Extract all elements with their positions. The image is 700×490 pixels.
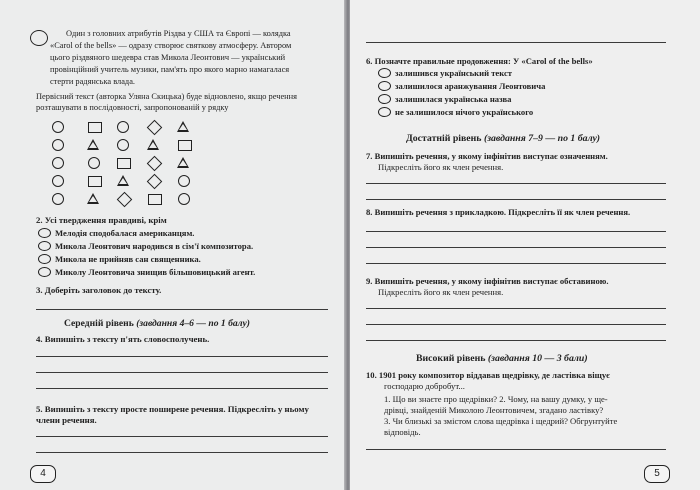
answer-line[interactable]	[366, 340, 666, 341]
answer-line[interactable]	[36, 372, 328, 373]
answer-line[interactable]	[366, 324, 666, 325]
square-icon	[148, 194, 162, 205]
answer-line[interactable]	[366, 231, 666, 232]
square-icon	[117, 158, 131, 169]
answer-line[interactable]	[366, 449, 666, 450]
task10-line-1: 10. 1901 року композитор віддавав щедрівку, де ластівка віщує	[366, 370, 610, 380]
task5-line-1: 5. Випишіть з тексту просте поширене речення. Підкресліть у ньому	[36, 404, 309, 414]
circle-icon	[117, 121, 129, 133]
triangle-icon	[147, 139, 159, 150]
task2-option-1[interactable]: Мелодія сподобалася американцям.	[38, 228, 194, 238]
diamond-icon	[147, 156, 163, 172]
intro-line-5: стерти радянська влада.	[50, 77, 136, 86]
option-oval-icon[interactable]	[378, 107, 391, 117]
page-number: 4	[30, 465, 56, 483]
option-oval-icon[interactable]	[38, 254, 51, 264]
diamond-icon	[147, 120, 163, 136]
task10-line-6: відповідь.	[384, 427, 421, 437]
left-page	[0, 0, 346, 490]
page-number: 5	[644, 465, 670, 483]
option-oval-icon[interactable]	[38, 241, 51, 251]
task1-line-1: Первісний текст (авторка Уляна Скицька) буде відновлено, якщо речення	[36, 92, 297, 101]
square-icon	[88, 122, 102, 133]
answer-circle-icon[interactable]	[52, 175, 64, 187]
triangle-icon	[177, 121, 189, 132]
circle-icon	[178, 175, 190, 187]
task4-title: 4. Випишіть з тексту п'ять словосполучень.	[36, 334, 210, 344]
circle-icon	[88, 157, 100, 169]
high-level-heading: Високий рівень (завдання 10 — 3 бали)	[416, 353, 588, 364]
answer-line[interactable]	[366, 247, 666, 248]
task9-line-1: 9. Випишіть речення, у якому інфінітив виступає обставиною.	[366, 276, 609, 286]
intro-line-4: провінційний учитель музики, пам'ять про якого марно намагалася	[50, 65, 290, 74]
answer-circle-icon[interactable]	[52, 121, 64, 133]
task5-line-2: члени речення.	[36, 415, 97, 425]
task9-line-2: Підкресліть його як член речення.	[378, 287, 504, 297]
right-page	[350, 0, 700, 490]
intro-line-1: Один з головних атрибутів Різдва у США та Європі — колядка	[66, 29, 291, 38]
triangle-icon	[87, 193, 99, 204]
task1-line-2: розташувати в послідовності, запропонованій у рядку	[36, 103, 229, 112]
triangle-icon	[117, 175, 129, 186]
task10-line-3: 1. Що ви знаєте про щедрівки? 2. Чому, на вашу думку, у ще-	[384, 394, 608, 404]
answer-line[interactable]	[36, 436, 328, 437]
task8-title: 8. Випишіть речення з прикладкою. Підкресліть її як член речення.	[366, 207, 631, 217]
diamond-icon	[117, 192, 133, 208]
circle-icon	[178, 193, 190, 205]
task6-option-4[interactable]: не залишилося нічого українського	[378, 107, 533, 117]
answer-line[interactable]	[36, 356, 328, 357]
task6-option-2[interactable]: залишилося аранжування Леонтовича	[378, 81, 545, 91]
task10-line-2: господарю добробут...	[384, 381, 465, 391]
answer-line[interactable]	[36, 388, 328, 389]
answer-circle-icon[interactable]	[52, 157, 64, 169]
task2-option-2[interactable]: Микола Леонтович народився в сім'ї композитора.	[38, 241, 253, 251]
task6-title: 6. Позначте правильне продовження: У «Carol of the bells»	[366, 56, 593, 66]
answer-line[interactable]	[366, 42, 666, 43]
answer-line[interactable]	[366, 199, 666, 200]
option-oval-icon[interactable]	[38, 228, 51, 238]
square-icon	[178, 140, 192, 151]
answer-oval-icon[interactable]	[30, 30, 48, 46]
answer-line[interactable]	[36, 452, 328, 453]
task2-option-3[interactable]: Микола не прийняв сан священника.	[38, 254, 201, 264]
diamond-icon	[147, 174, 163, 190]
option-oval-icon[interactable]	[378, 68, 391, 78]
task3-title: 3. Доберіть заголовок до тексту.	[36, 285, 162, 295]
triangle-icon	[177, 157, 189, 168]
intro-line-2: «Carol of the bells» — одразу створює святкову атмосферу. Автором	[50, 41, 292, 50]
circle-icon	[117, 139, 129, 151]
answer-line[interactable]	[366, 263, 666, 264]
mid-level-heading: Середній рівень (завдання 4–6 — по 1 балу)	[64, 318, 250, 329]
answer-circle-icon[interactable]	[52, 193, 64, 205]
sufficient-level-heading: Достатній рівень (завдання 7–9 — по 1 балу)	[406, 133, 601, 144]
triangle-icon	[87, 139, 99, 150]
option-oval-icon[interactable]	[378, 81, 391, 91]
task2-title: 2. Усі твердження правдиві, крім	[36, 215, 167, 225]
option-oval-icon[interactable]	[38, 267, 51, 277]
intro-line-3: цього різдвяного шедевра став Микола Леонтович — український	[50, 53, 286, 62]
task6-option-3[interactable]: залишилася українська назва	[378, 94, 511, 104]
answer-line[interactable]	[36, 309, 328, 310]
task6-option-1[interactable]: залишився український текст	[378, 68, 512, 78]
square-icon	[88, 176, 102, 187]
answer-circle-icon[interactable]	[52, 139, 64, 151]
task7-line-1: 7. Випишіть речення, у якому інфінітив виступає означенням.	[366, 151, 608, 161]
task10-line-4: дрівці, знайденій Миколою Леонтовичем, згадано ластівку?	[384, 405, 604, 415]
task10-line-5: 3. Чи близькі за змістом слова щедрівка і щедрий? Обгрунтуйте	[384, 416, 618, 426]
task2-option-4[interactable]: Миколу Леонтовича знищив більшовицький агент.	[38, 267, 255, 277]
option-oval-icon[interactable]	[378, 94, 391, 104]
task7-line-2: Підкресліть його як член речення.	[378, 162, 504, 172]
answer-line[interactable]	[366, 308, 666, 309]
answer-line[interactable]	[366, 183, 666, 184]
